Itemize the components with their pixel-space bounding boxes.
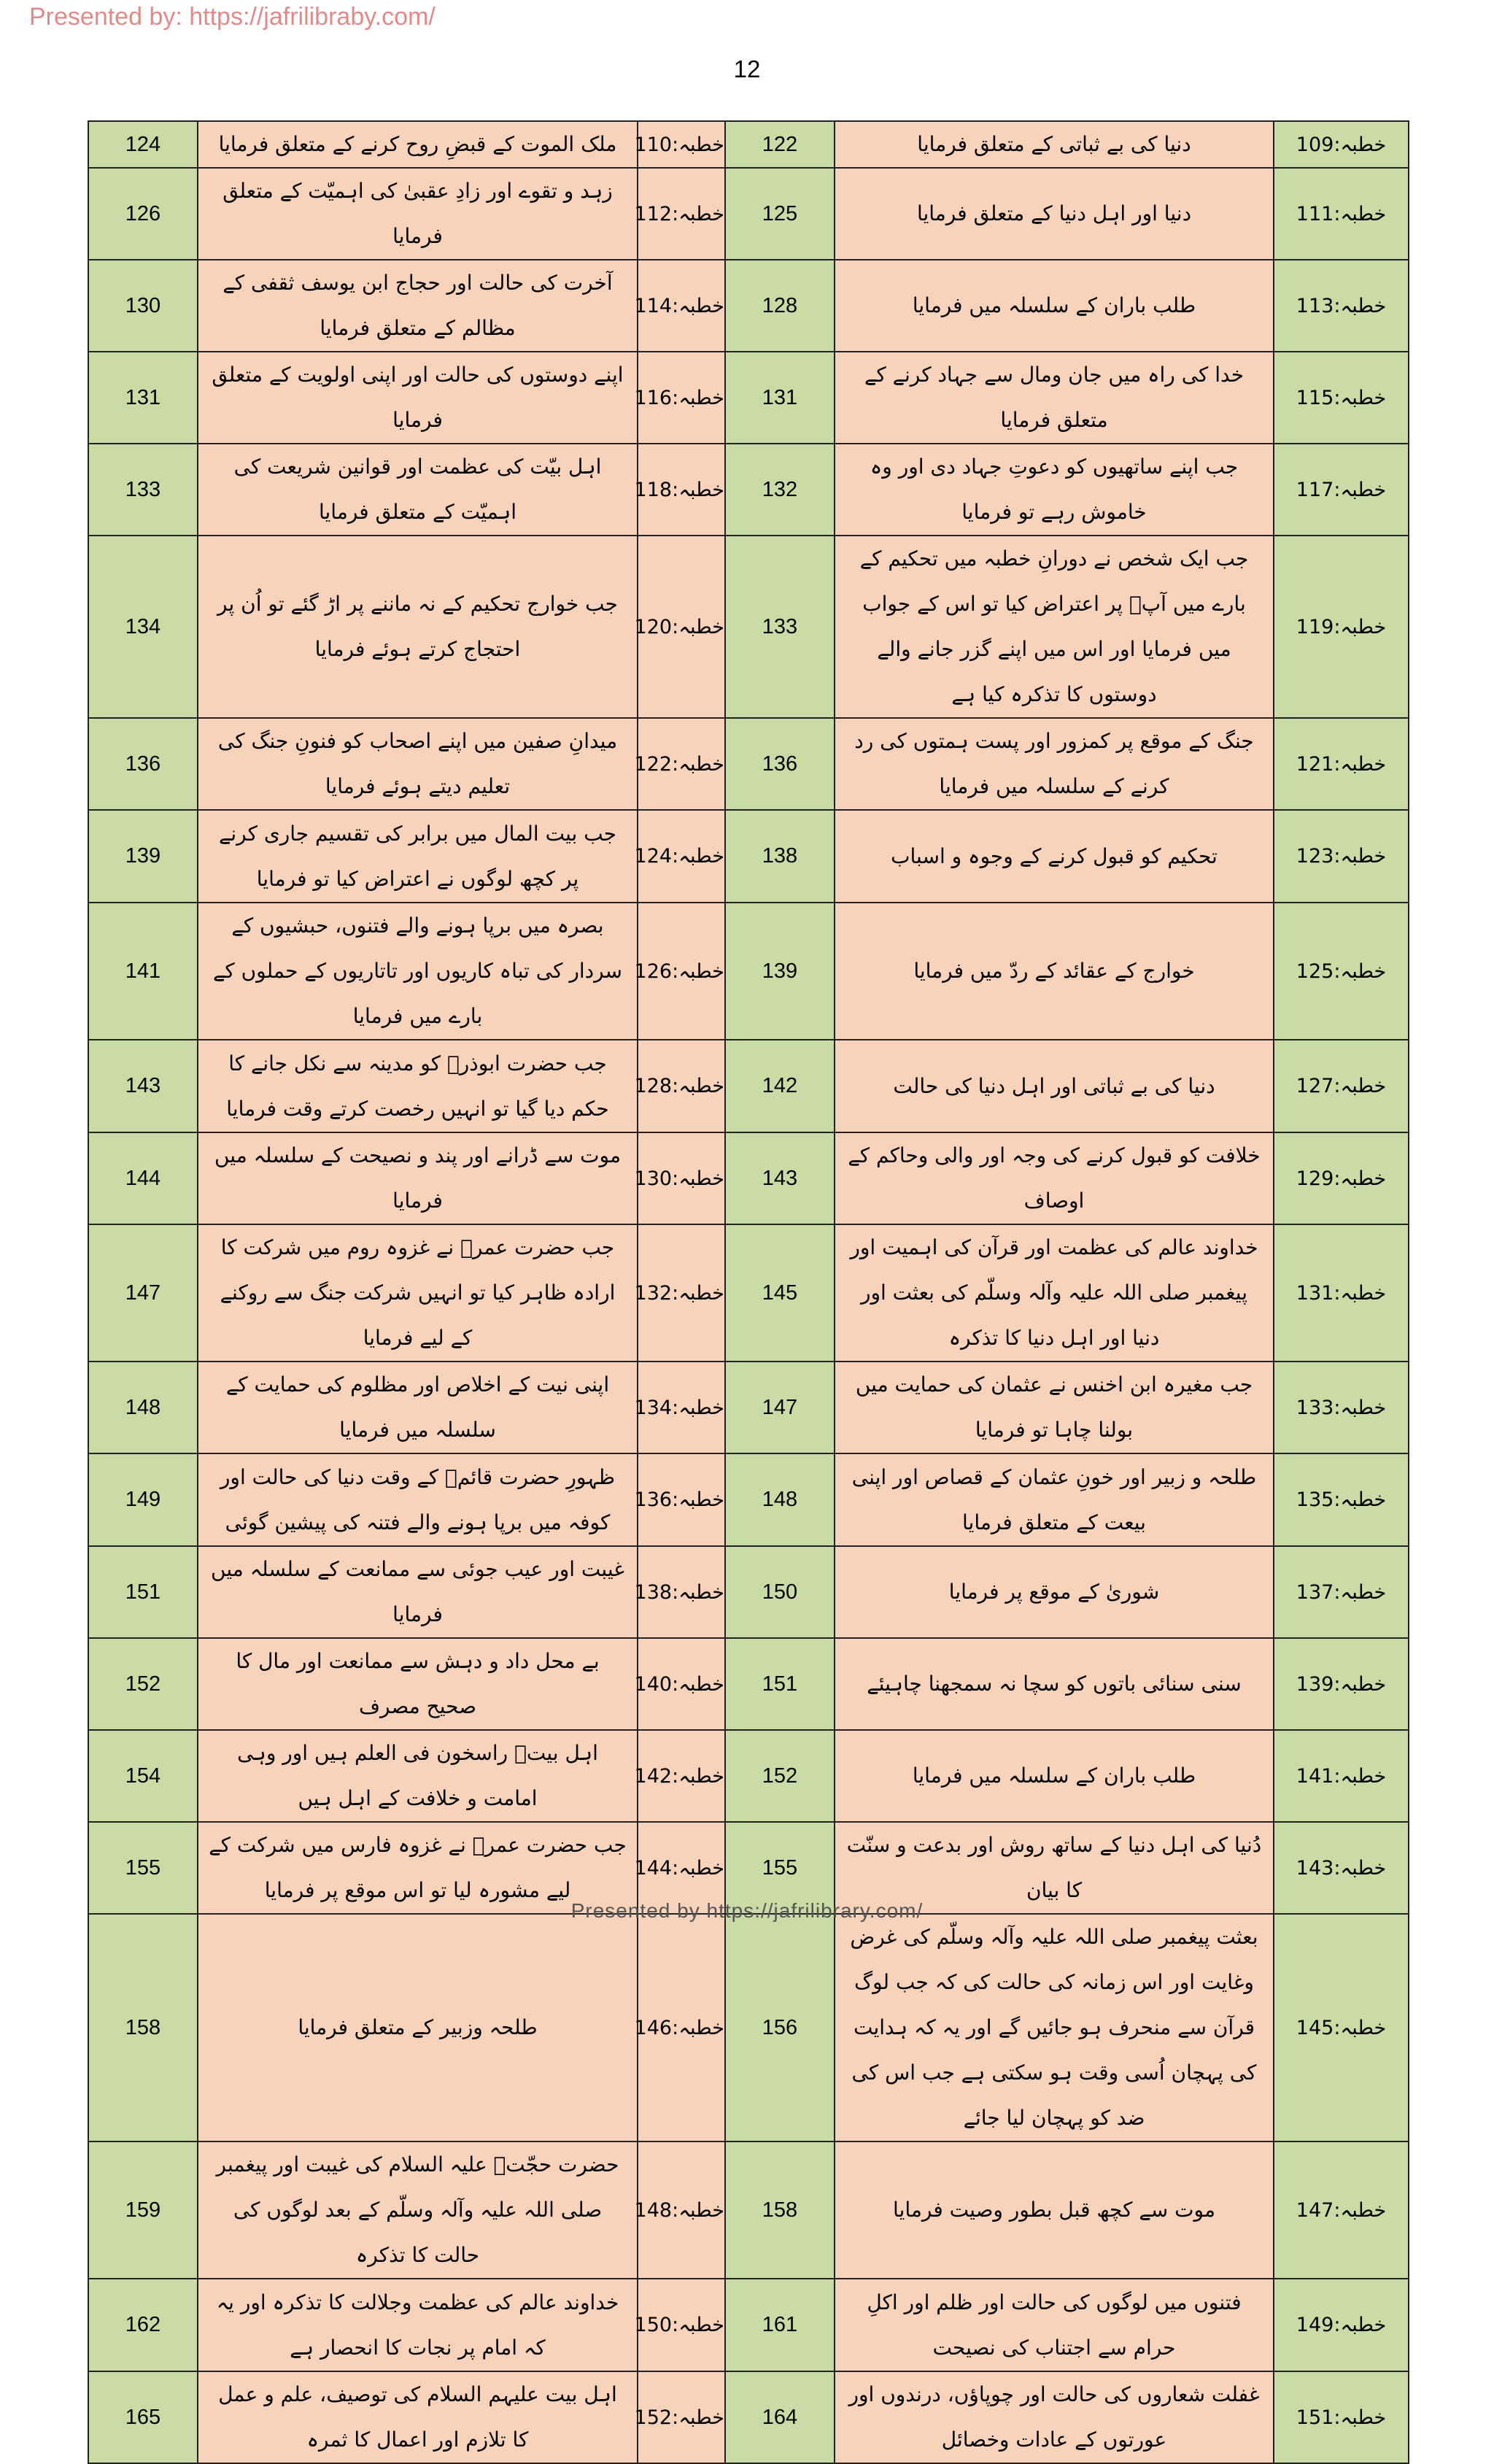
- khutba-title-left: جب حضرت ابوذرؓ کو مدینہ سے نکل جانے کا حکم دیا گیا تو انہیں رخصت کرتے وقت فرمایا: [198, 1040, 638, 1132]
- khutba-number-left: خطبہ:134: [638, 1362, 725, 1453]
- khutba-title-left: میدانِ صفین میں اپنے اصحاب کو فنونِ جنگ کی تعلیم دیتے ہوئے فرمایا: [198, 718, 638, 810]
- khutba-number-right: خطبہ:147: [1274, 2141, 1409, 2279]
- khutba-title-right: شوریٰ کے موقع پر فرمایا: [835, 1546, 1274, 1638]
- page-number-right: 132: [725, 444, 835, 536]
- page-number-right: 155: [725, 1822, 835, 1914]
- khutba-number-left: خطبہ:146: [638, 1914, 725, 2141]
- khutba-title-left: طلحہ وزبیر کے متعلق فرمایا: [198, 1914, 638, 2141]
- table-row: [88, 2141, 1409, 2279]
- watermark-top: Presented by: https://jafrilibraby.com/: [29, 3, 436, 31]
- page-number-left: 162: [88, 2279, 198, 2371]
- page-number-right: 145: [725, 1224, 835, 1362]
- khutba-title-left: اپنے دوستوں کی حالت اور اپنی اولویت کے متعلق فرمایا: [198, 352, 638, 444]
- khutba-title-right: دُنیا کی اہل دنیا کے ساتھ روش اور بدعت و سنّت کا بیان: [835, 1822, 1274, 1914]
- khutba-title-left: اہل بیتؑ راسخون فی العلم ہیں اور وہی امامت و خلافت کے اہل ہیں: [198, 1730, 638, 1822]
- khutba-number-left: خطبہ:144: [638, 1822, 725, 1914]
- khutba-title-right: خدا کی راہ میں جان ومال سے جہاد کرنے کے متعلق فرمایا: [835, 352, 1274, 444]
- khutba-title-right: خوارج کے عقائد کے ردّ میں فرمایا: [835, 903, 1274, 1040]
- khutba-number-left: خطبہ:122: [638, 718, 725, 810]
- khutba-title-right: دنیا اور اہل دنیا کے متعلق فرمایا: [835, 168, 1274, 260]
- khutba-title-right: دنیا کی بے ثباتی کے متعلق فرمایا: [835, 121, 1274, 168]
- khutba-number-right: خطبہ:137: [1274, 1546, 1409, 1638]
- page-number-right: 142: [725, 1040, 835, 1132]
- page-number-right: 136: [725, 718, 835, 810]
- khutba-title-right: بعثت پیغمبر صلی اللہ علیہ وآلہ وسلّم کی غرض وغایت اور اس زمانہ کی حالت کی کہ جب لوگ قرآن سے منحرف ہو جائیں گے اور یہ کہ ہدایت کی پہچان اُسی وقت ہو سکتی ہے جب اس کی ضد کو پہچان لیا جائے: [835, 1914, 1274, 2141]
- page-number-left: 159: [88, 2141, 198, 2279]
- page-number-left: 131: [88, 352, 198, 444]
- table-row: [88, 2279, 1409, 2371]
- khutba-number-left: خطبہ:124: [638, 810, 725, 903]
- khutba-number-left: خطبہ:150: [638, 2279, 725, 2371]
- khutba-number-left: خطبہ:152: [638, 2371, 725, 2463]
- page-number-left: 141: [88, 903, 198, 1040]
- khutba-title-left: بصرہ میں برپا ہونے والے فتنوں، حبشیوں کے سردار کی تباہ کاریوں اور تاتاریوں کے حملوں کے بارے میں فرمایا: [198, 903, 638, 1040]
- khutba-number-right: خطبہ:109: [1274, 121, 1409, 168]
- khutba-title-right: فتنوں میں لوگوں کی حالت اور ظلم اور اکلِ حرام سے اجتناب کی نصیحت: [835, 2279, 1274, 2371]
- page-number-right: 133: [725, 536, 835, 718]
- khutba-title-right: تحکیم کو قبول کرنے کے وجوہ و اسباب: [835, 810, 1274, 903]
- page-number-right: 152: [725, 1730, 835, 1822]
- khutba-number-right: خطبہ:135: [1274, 1453, 1409, 1546]
- khutba-number-right: خطبہ:125: [1274, 903, 1409, 1040]
- page-number-right: 156: [725, 1914, 835, 2141]
- page-number-right: 150: [725, 1546, 835, 1638]
- khutba-number-left: خطبہ:132: [638, 1224, 725, 1362]
- page-number-right: 161: [725, 2279, 835, 2371]
- page-number-right: 158: [725, 2141, 835, 2279]
- table-row: [88, 718, 1409, 810]
- page-number-right: 122: [725, 121, 835, 168]
- khutba-number-left: خطبہ:140: [638, 1638, 725, 1730]
- khutba-title-right: طلب باران کے سلسلہ میں فرمایا: [835, 1730, 1274, 1822]
- khutba-number-right: خطبہ:123: [1274, 810, 1409, 903]
- khutba-number-left: خطبہ:126: [638, 903, 725, 1040]
- khutba-number-left: خطبہ:142: [638, 1730, 725, 1822]
- khutba-number-left: خطبہ:148: [638, 2141, 725, 2279]
- khutba-number-right: خطبہ:149: [1274, 2279, 1409, 2371]
- khutba-title-left: موت سے ڈرانے اور پند و نصیحت کے سلسلہ میں فرمایا: [198, 1132, 638, 1224]
- page-number-left: 147: [88, 1224, 198, 1362]
- page-number-left: 154: [88, 1730, 198, 1822]
- table-row: [88, 1362, 1409, 1453]
- table-row: [88, 1224, 1409, 1362]
- index-table: [88, 120, 1409, 2464]
- khutba-title-left: ظہورِ حضرت قائمؑ کے وقت دنیا کی حالت اور کوفہ میں برپا ہونے والے فتنہ کی پیشین گوئی: [198, 1453, 638, 1546]
- khutba-number-right: خطبہ:129: [1274, 1132, 1409, 1224]
- khutba-title-right: طلب باران کے سلسلہ میں فرمایا: [835, 260, 1274, 352]
- khutba-number-right: خطبہ:111: [1274, 168, 1409, 260]
- table-row: [88, 810, 1409, 903]
- khutba-number-right: خطبہ:133: [1274, 1362, 1409, 1453]
- table-row: [88, 444, 1409, 536]
- page-number: 12: [733, 55, 761, 82]
- khutba-title-right: جب اپنے ساتھیوں کو دعوتِ جہاد دی اور وہ خاموش رہے تو فرمایا: [835, 444, 1274, 536]
- table-row: [88, 536, 1409, 718]
- page-number-right: 148: [725, 1453, 835, 1546]
- khutba-title-right: خلافت کو قبول کرنے کی وجہ اور والی وحاکم کے اوصاف: [835, 1132, 1274, 1224]
- page-number-left: 126: [88, 168, 198, 260]
- page-number-right: 125: [725, 168, 835, 260]
- page-number-left: 143: [88, 1040, 198, 1132]
- khutba-title-left: اہل بیّت کی عظمت اور قوانین شریعت کی اہمیّت کے متعلق فرمایا: [198, 444, 638, 536]
- table-row: [88, 168, 1409, 260]
- khutba-title-right: غفلت شعاروں کی حالت اور چوپاؤں، درندوں اور عورتوں کے عادات وخصائل: [835, 2371, 1274, 2463]
- khutba-title-left: زہد و تقوے اور زادِ عقبیٰ کی اہمیّت کے متعلق فرمایا: [198, 168, 638, 260]
- khutba-title-left: اہل بیت علیہم السلام کی توصیف، علم و عمل کا تلازم اور اعمال کا ثمرہ: [198, 2371, 638, 2463]
- khutba-number-left: خطبہ:118: [638, 444, 725, 536]
- table-row: [88, 2371, 1409, 2463]
- khutba-number-right: خطبہ:143: [1274, 1822, 1409, 1914]
- khutba-number-left: خطبہ:136: [638, 1453, 725, 1546]
- page-number-left: 136: [88, 718, 198, 810]
- khutba-number-right: خطبہ:141: [1274, 1730, 1409, 1822]
- khutba-title-left: جب حضرت عمرؓ نے غزوہ روم میں شرکت کا ارادہ ظاہر کیا تو انہیں شرکت جنگ سے روکنے کے لیے فرمایا: [198, 1224, 638, 1362]
- page-number-right: 128: [725, 260, 835, 352]
- khutba-number-right: خطبہ:119: [1274, 536, 1409, 718]
- table-row: [88, 1638, 1409, 1730]
- table-row: [88, 1914, 1409, 2141]
- khutba-title-right: سنی سنائی باتوں کو سچا نہ سمجھنا چاہیئے: [835, 1638, 1274, 1730]
- khutba-number-right: خطبہ:127: [1274, 1040, 1409, 1132]
- page-number-right: 147: [725, 1362, 835, 1453]
- khutba-title-right: جب ایک شخص نے دورانِ خطبہ میں تحکیم کے بارے میں آپؑ پر اعتراض کیا تو اس کے جواب میں فرمایا اور اس میں اپنے گزر جانے والے دوستوں کا تذکرہ کیا ہے: [835, 536, 1274, 718]
- page-number-left: 151: [88, 1546, 198, 1638]
- page-number-left: 152: [88, 1638, 198, 1730]
- khutba-title-right: طلحہ و زبیر اور خونِ عثمان کے قصاص اور اپنی بیعت کے متعلق فرمایا: [835, 1453, 1274, 1546]
- table-body: [88, 121, 1409, 2463]
- khutba-title-left: اپنی نیت کے اخلاص اور مظلوم کی حمایت کے سلسلہ میں فرمایا: [198, 1362, 638, 1453]
- khutba-number-left: خطبہ:130: [638, 1132, 725, 1224]
- khutba-title-left: غیبت اور عیب جوئی سے ممانعت کے سلسلہ میں فرمایا: [198, 1546, 638, 1638]
- page-number-left: 139: [88, 810, 198, 903]
- khutba-title-right: خداوند عالم کی عظمت اور قرآن کی اہمیت اور پیغمبر صلی اللہ علیہ وآلہ وسلّم کی بعثت اور دنیا اور اہل دنیا کا تذکرہ: [835, 1224, 1274, 1362]
- page-number-left: 133: [88, 444, 198, 536]
- table-row: [88, 352, 1409, 444]
- khutba-number-right: خطبہ:121: [1274, 718, 1409, 810]
- page-number-left: 158: [88, 1914, 198, 2141]
- page-number-right: 139: [725, 903, 835, 1040]
- page-number-left: 134: [88, 536, 198, 718]
- khutba-title-left: جب خوارج تحکیم کے نہ ماننے پر اڑ گئے تو اُن پر احتجاج کرتے ہوئے فرمایا: [198, 536, 638, 718]
- khutba-number-right: خطبہ:115: [1274, 352, 1409, 444]
- khutba-title-left: حضرت حجّتؑ علیہ السلام کی غیبت اور پیغمبر صلی اللہ علیہ وآلہ وسلّم کے بعد لوگوں کی حالت کا تذکرہ: [198, 2141, 638, 2279]
- table-row: [88, 1040, 1409, 1132]
- table-row: [88, 1132, 1409, 1224]
- table-row: [88, 260, 1409, 352]
- khutba-number-left: خطبہ:138: [638, 1546, 725, 1638]
- table-row: [88, 1546, 1409, 1638]
- khutba-number-left: خطبہ:112: [638, 168, 725, 260]
- khutba-title-left: خداوند عالم کی عظمت وجلالت کا تذکرہ اور یہ کہ امام پر نجات کا انحصار ہے: [198, 2279, 638, 2371]
- page-number-left: 148: [88, 1362, 198, 1453]
- page-number-left: 130: [88, 260, 198, 352]
- khutba-title-right: جب مغیرہ ابن اخنس نے عثمان کی حمایت میں بولنا چاہا تو فرمایا: [835, 1362, 1274, 1453]
- khutba-title-left: جب بیت المال میں برابر کی تقسیم جاری کرنے پر کچھ لوگوں نے اعتراض کیا تو فرمایا: [198, 810, 638, 903]
- page-number-left: 149: [88, 1453, 198, 1546]
- footer-watermark: Presented by https://jafrilibrary.com/: [570, 1899, 924, 1922]
- khutba-number-left: خطبہ:114: [638, 260, 725, 352]
- khutba-number-right: خطبہ:131: [1274, 1224, 1409, 1362]
- table-row: [88, 1730, 1409, 1822]
- khutba-title-right: جنگ کے موقع پر کمزور اور پست ہمتوں کی رد کرنے کے سلسلہ میں فرمایا: [835, 718, 1274, 810]
- page-number-left: 124: [88, 121, 198, 168]
- table-row: [88, 903, 1409, 1040]
- table-row: [88, 121, 1409, 168]
- khutba-title-left: جب حضرت عمرؓ نے غزوہ فارس میں شرکت کے لیے مشورہ لیا تو اس موقع پر فرمایا: [198, 1822, 638, 1914]
- khutba-number-right: خطبہ:117: [1274, 444, 1409, 536]
- khutba-number-left: خطبہ:128: [638, 1040, 725, 1132]
- page-number-right: 143: [725, 1132, 835, 1224]
- khutba-title-right: موت سے کچھ قبل بطور وصیت فرمایا: [835, 2141, 1274, 2279]
- page-number-left: 155: [88, 1822, 198, 1914]
- khutba-title-right: دنیا کی بے ثباتی اور اہل دنیا کی حالت: [835, 1040, 1274, 1132]
- khutba-title-left: آخرت کی حالت اور حجاج ابن یوسف ثقفی کے مظالم کے متعلق فرمایا: [198, 260, 638, 352]
- table-row: [88, 1453, 1409, 1546]
- khutba-number-right: خطبہ:113: [1274, 260, 1409, 352]
- page-number-right: 131: [725, 352, 835, 444]
- khutba-number-left: خطبہ:116: [638, 352, 725, 444]
- page-number-left: 165: [88, 2371, 198, 2463]
- khutba-number-right: خطبہ:139: [1274, 1638, 1409, 1730]
- khutba-number-left: خطبہ:110: [638, 121, 725, 168]
- khutba-title-left: بے محل داد و دہش سے ممانعت اور مال کا صحیح مصرف: [198, 1638, 638, 1730]
- khutba-number-right: خطبہ:151: [1274, 2371, 1409, 2463]
- khutba-number-right: خطبہ:145: [1274, 1914, 1409, 2141]
- khutba-title-left: ملک الموت کے قبضِ روح کرنے کے متعلق فرمایا: [198, 121, 638, 168]
- page-number-left: 144: [88, 1132, 198, 1224]
- khutba-number-left: خطبہ:120: [638, 536, 725, 718]
- page-number-right: 164: [725, 2371, 835, 2463]
- page-number-right: 151: [725, 1638, 835, 1730]
- page-number-right: 138: [725, 810, 835, 903]
